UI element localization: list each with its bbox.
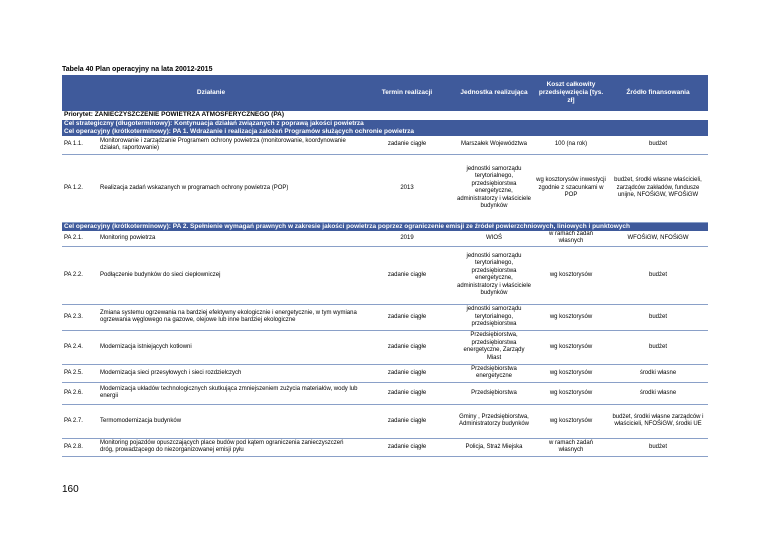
row-code: PA 1.2.	[62, 154, 98, 222]
row-cost: w ramach zadań własnych	[534, 231, 608, 247]
row-unit: Przedsiębiorstwa energetyczne	[454, 364, 534, 382]
header-deadline: Termin realizacji	[360, 75, 454, 111]
operational-goal-row	[62, 128, 708, 136]
table-row	[62, 438, 708, 456]
row-unit: Policja, Straż Miejska	[454, 438, 534, 456]
row-action: Modernizacja sieci przesyłowych i sieci rozdzielczych	[98, 364, 360, 382]
operational-goal-2-label: Cel operacyjny (krótkoterminowy): PA 2. Spełnienie wymagań prawnych w zakresie jakości powietrza poprzez ograniczenie emisji ze źródeł powierzchniowych, liniowych i punktowych	[62, 222, 708, 231]
row-code: PA 1.1.	[62, 136, 98, 154]
row-cost: wg kosztorysów	[534, 330, 608, 364]
row-deadline: 2013	[360, 154, 454, 222]
row-action: Monitorowanie i zarządzanie Programem ochrony powietrza (monitorowanie, koordynowanie działań, raportowanie)	[98, 136, 360, 154]
table-row	[62, 246, 708, 304]
row-deadline: zadanie ciągłe	[360, 304, 454, 330]
table-row	[62, 382, 708, 404]
header-action: Działanie	[62, 75, 360, 111]
table-row	[62, 154, 708, 222]
row-unit: Gminy , Przedsiębiorstwa, Administratorzy budynków	[454, 404, 534, 438]
table-row	[62, 364, 708, 382]
row-code: PA 2.8.	[62, 438, 98, 456]
row-action: Monitoring powietrza	[98, 231, 360, 247]
operational-goal-row	[62, 222, 708, 231]
row-source: WFOŚiGW, NFOŚiGW	[608, 231, 708, 247]
table-caption: Tabela 40 Plan operacyjny na lata 20012-2015	[62, 66, 213, 73]
row-deadline: zadanie ciągłe	[360, 246, 454, 304]
row-source: budżet, środki własne zarządców i właścicieli, NFOŚiGW, środki UE	[608, 404, 708, 438]
row-action: Monitoring pojazdów opuszczających place budów pod kątem ograniczenia zanieczyszczeń dróg, prowadzącego do niezorganizowanej emisji pyłu	[98, 438, 360, 456]
row-cost: wg kosztorysów	[534, 404, 608, 438]
operational-plan-table	[62, 75, 708, 457]
row-action: Modernizacja istniejących kotłowni	[98, 330, 360, 364]
row-code: PA 2.7.	[62, 404, 98, 438]
row-source: budżet, środki własne właścicieli, zarządców zakładów, fundusze unijne, NFOŚiGW, WFOŚiGW	[608, 154, 708, 222]
table-header-row	[62, 75, 708, 111]
row-source: środki własne	[608, 364, 708, 382]
table-row	[62, 404, 708, 438]
row-code: PA 2.6.	[62, 382, 98, 404]
row-unit: jednostki samorządu terytorialnego, przedsiębiorstwa	[454, 304, 534, 330]
row-cost: w ramach zadań własnych	[534, 438, 608, 456]
row-code: PA 2.2.	[62, 246, 98, 304]
row-deadline: zadanie ciągłe	[360, 382, 454, 404]
row-cost: 100 (na rok)	[534, 136, 608, 154]
row-deadline: zadanie ciągłe	[360, 404, 454, 438]
page-number: 160	[62, 484, 79, 495]
row-code: PA 2.4.	[62, 330, 98, 364]
row-action: Zmiana systemu ogrzewania na bardziej efektywny ekologicznie i energetycznie, w tym wymiana ogrzewania węglowego na gazowe, olejowe lub inne bardziej ekologiczne	[98, 304, 360, 330]
row-deadline: zadanie ciągłe	[360, 438, 454, 456]
row-unit: jednostki samorządu terytorialnego, przedsiębiorstwa energetyczne, administratorzy i właściciele budynków	[454, 154, 534, 222]
header-cost: Koszt całkowity przedsięwzięcia [tys. zł]	[534, 75, 608, 111]
row-code: PA 2.3.	[62, 304, 98, 330]
row-source: środki własne	[608, 382, 708, 404]
row-cost: wg kosztorysów	[534, 364, 608, 382]
row-unit: Przedsiębiorstwa	[454, 382, 534, 404]
table-row	[62, 136, 708, 154]
row-cost: wg kosztorysów	[534, 304, 608, 330]
row-source: budżet	[608, 246, 708, 304]
operational-goal-1-label: Cel operacyjny (krótkoterminowy): PA 1. Wdrażanie i realizacja założeń Programów służących ochronie powietrza	[62, 128, 708, 136]
row-unit: Marszałek Województwa	[454, 136, 534, 154]
row-action: Realizacja zadań wskazanych w programach ochrony powietrza (POP)	[98, 154, 360, 222]
row-source: budżet	[608, 330, 708, 364]
row-code: PA 2.5.	[62, 364, 98, 382]
row-deadline: 2019	[360, 231, 454, 247]
priority-row	[62, 111, 708, 120]
header-source: Źródło finansowania	[608, 75, 708, 111]
row-source: budżet	[608, 438, 708, 456]
row-action: Termomodernizacja budynków	[98, 404, 360, 438]
table-row	[62, 231, 708, 247]
row-cost: wg kosztorysów	[534, 246, 608, 304]
row-deadline: zadanie ciągłe	[360, 330, 454, 364]
row-unit: WIOŚ	[454, 231, 534, 247]
strategic-goal-row	[62, 120, 708, 128]
priority-label: Priorytet: ZANIECZYSZCZENIE POWIETRZA ATMOSFERYCZNEGO (PA)	[62, 111, 708, 120]
row-cost: wg kosztorysów	[534, 382, 608, 404]
row-source: budżet	[608, 136, 708, 154]
row-unit: Przedsiębiorstwa, przedsiębiorstwa energetyczne, Zarządy Miast	[454, 330, 534, 364]
row-action: Podłączenie budynków do sieci ciepłowniczej	[98, 246, 360, 304]
row-deadline: zadanie ciągłe	[360, 364, 454, 382]
table-row	[62, 304, 708, 330]
row-deadline: zadanie ciągłe	[360, 136, 454, 154]
row-code: PA 2.1.	[62, 231, 98, 247]
table-row	[62, 330, 708, 364]
row-cost: wg kosztorysów inwestycji zgodnie z szacunkami w POP	[534, 154, 608, 222]
row-action: Modernizacja układów technologicznych skutkująca zmniejszeniem zużycia materiałów, wody lub energii	[98, 382, 360, 404]
row-unit: jednostki samorządu terytorialnego, przedsiębiorstwa energetyczne, administratorzy i właściciele budynków	[454, 246, 534, 304]
strategic-goal-label: Cel strategiczny (długoterminowy): Kontynuacja działań związanych z poprawą jakości powietrza	[62, 120, 708, 128]
row-source: budżet	[608, 304, 708, 330]
header-unit: Jednostka realizująca	[454, 75, 534, 111]
